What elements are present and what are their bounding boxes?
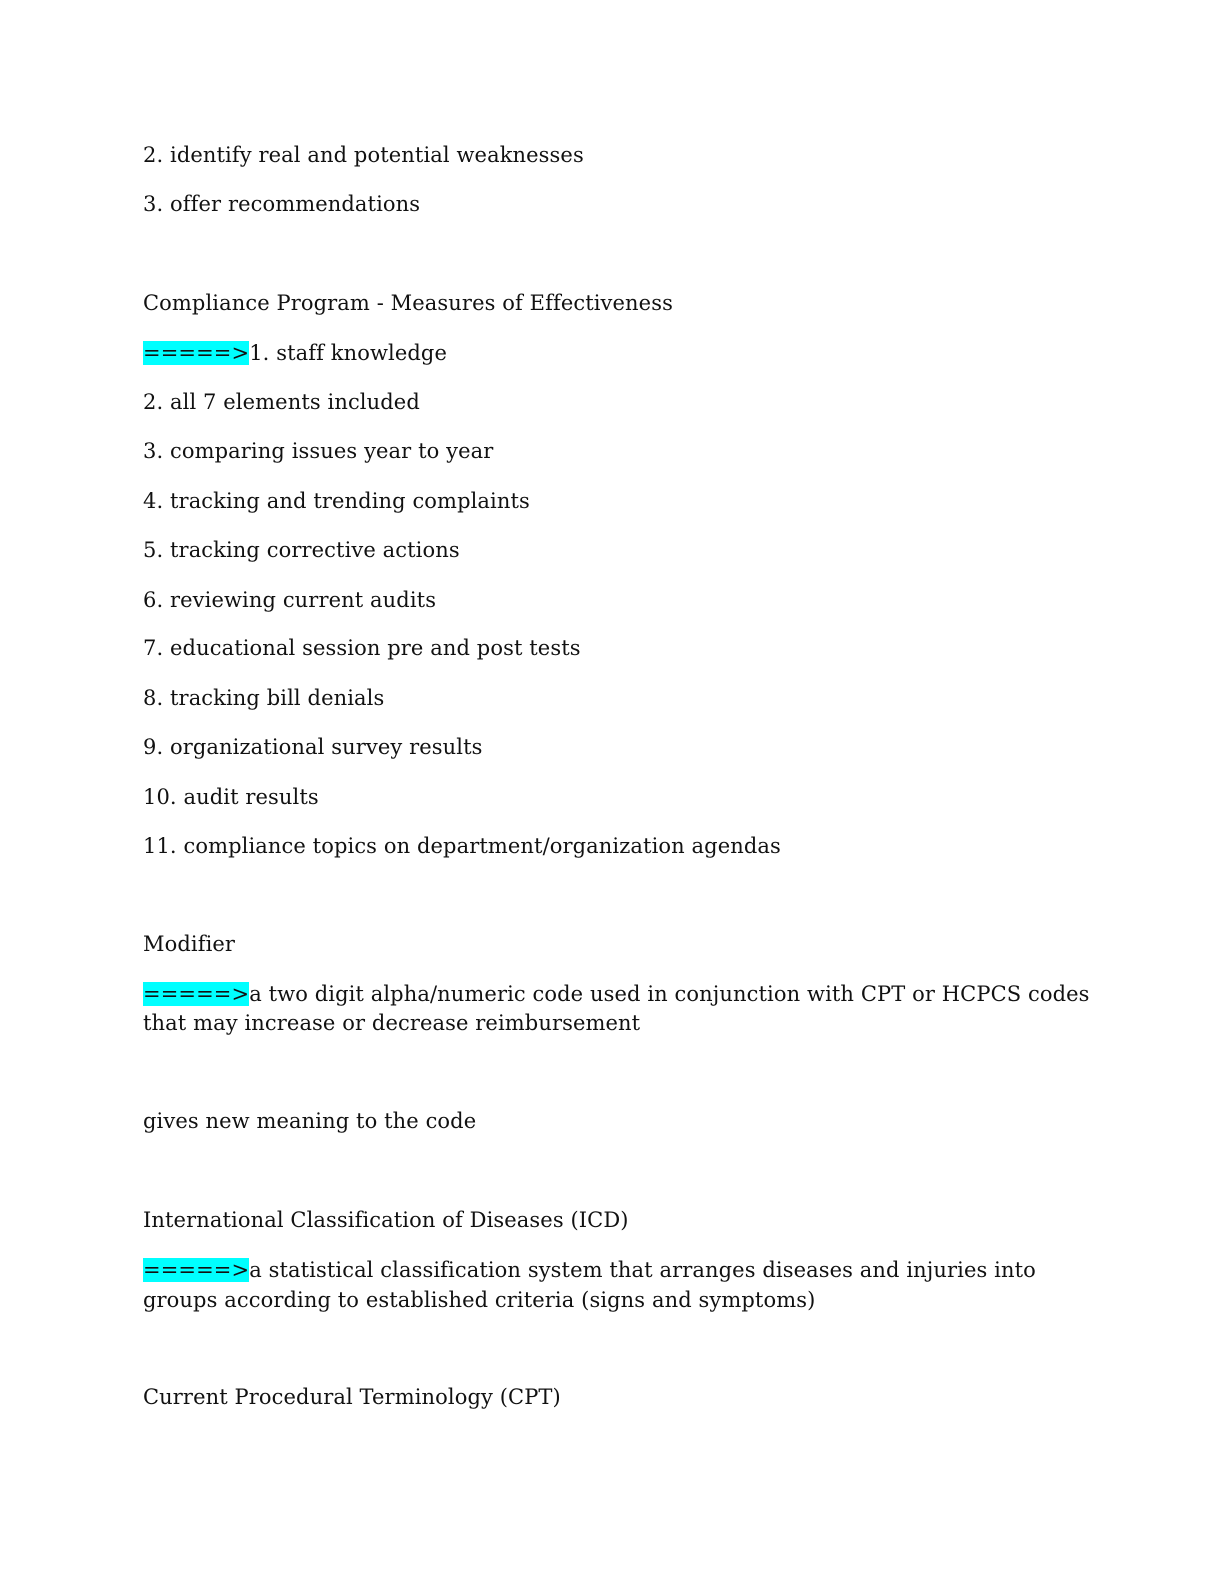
list-item: 2. all 7 elements included: [143, 390, 420, 414]
list-item: 5. tracking corrective actions: [143, 538, 460, 562]
list-item: 4. tracking and trending complaints: [143, 489, 530, 513]
icd-answer-continued: groups according to established criteria (signs and symptoms): [143, 1288, 816, 1312]
intro-item-2: 2. identify real and potential weaknesses: [143, 143, 584, 167]
compliance-answer: [143, 338, 1083, 368]
intro-item-3: 3. offer recommendations: [143, 192, 421, 216]
answer-text: 1. staff knowledge: [249, 341, 447, 365]
answer-marker-highlight: =====>: [143, 982, 250, 1006]
section-heading-compliance: Compliance Program - Measures of Effectiveness: [143, 291, 673, 315]
list-item: 11. compliance topics on department/organization agendas: [143, 834, 781, 858]
list-item: 3. comparing issues year to year: [143, 439, 494, 463]
answer-marker-highlight: =====>: [143, 1258, 250, 1282]
modifier-extra: gives new meaning to the code: [143, 1109, 477, 1133]
answer-marker-highlight: =====>: [143, 341, 250, 365]
modifier-answer-continued: that may increase or decrease reimbursement: [143, 1011, 641, 1035]
list-item: 9. organizational survey results: [143, 735, 483, 759]
section-heading-icd: International Classification of Diseases (ICD): [143, 1208, 629, 1232]
list-item: 10. audit results: [143, 785, 319, 809]
answer-text: a two digit alpha/numeric code used in conjunction with CPT or HCPCS codes: [249, 982, 1090, 1006]
list-item: 7. educational session pre and post tests: [143, 636, 581, 660]
modifier-answer: [143, 979, 1090, 1009]
section-heading-modifier: Modifier: [143, 932, 236, 956]
icd-answer: [143, 1255, 1083, 1285]
answer-text: a statistical classification system that arranges diseases and injuries into: [249, 1258, 1036, 1282]
section-heading-cpt: Current Procedural Terminology (CPT): [143, 1385, 561, 1409]
list-item: 8. tracking bill denials: [143, 686, 385, 710]
list-item: 6. reviewing current audits: [143, 588, 437, 612]
